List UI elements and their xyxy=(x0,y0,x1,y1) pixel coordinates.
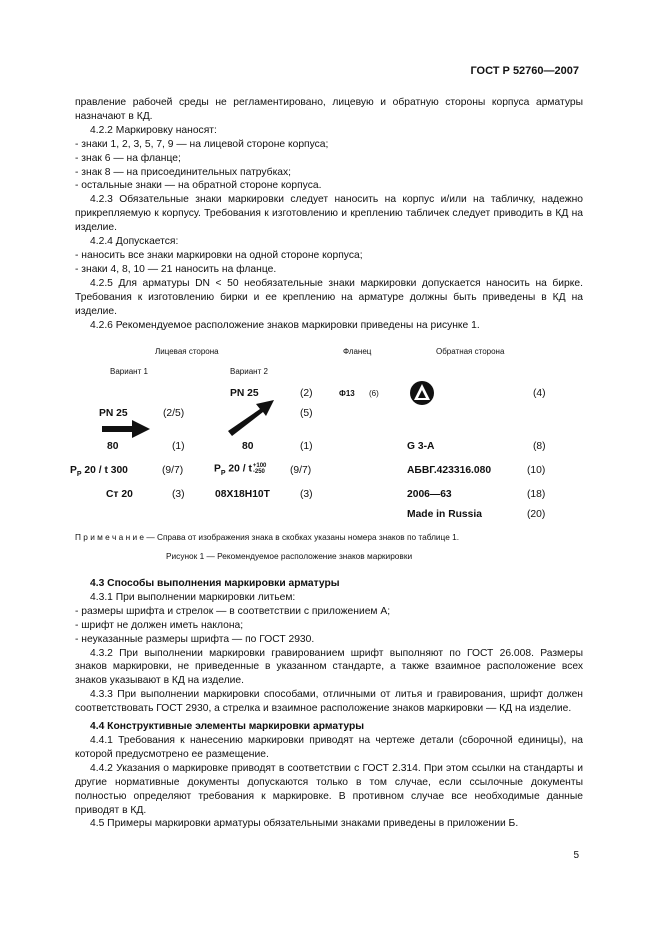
back-row-designation-number: (10) xyxy=(527,465,546,476)
v1-pn: PN 25 xyxy=(99,408,128,419)
manufacturer-logo-icon xyxy=(409,380,435,406)
v1-pressure-temp: $P_P$ 20 / t 300 xyxy=(70,465,128,479)
variant-1-label: Вариант 1 xyxy=(110,367,148,376)
variant-2-label: Вариант 2 xyxy=(230,367,268,376)
paragraph-4-2-3: 4.2.3 Обязательные знаки маркировки следует наносить на корпус и/или на табличку, надежно прикрепляемую к корпусу. Требования к изготовлению и креплению табличек следует приводить в КД на изделие. xyxy=(75,194,583,234)
v2-pn-number: (2) xyxy=(300,388,313,399)
figure-note: П р и м е ч а н и е — Справа от изображения знака в скобках указаны номера знаков по таблице 1. xyxy=(75,532,460,542)
back-row-date: 2006—63 xyxy=(407,489,452,500)
list-item: - знак 8 — на присоединительных патрубках; xyxy=(75,166,292,178)
flange-label: Фланец xyxy=(343,347,372,356)
body-text-top xyxy=(75,96,583,332)
list-item: - размеры шрифта и стрелок — в соответствии с приложением А; xyxy=(75,605,391,617)
back-row-thread-number: (8) xyxy=(533,441,546,452)
v2-dn: 80 xyxy=(242,441,254,452)
list-item: - остальные знаки — на обратной стороне корпуса. xyxy=(75,180,322,192)
section-heading-4-3: 4.3 Способы выполнения маркировки арматуры xyxy=(90,578,340,589)
flange-mark-number: (6) xyxy=(369,389,379,398)
list-item: - наносить все знаки маркировки на одной стороне корпуса; xyxy=(75,249,363,261)
paragraph-4-2-5: 4.2.5 Для арматуры DN < 50 необязательные знаки маркировки допускается наносить на бирке. Требования к изготовлению бирки и ее креплению на арматуре должны быть приведены в КД на изделие. xyxy=(75,277,583,317)
paragraph-4-5: 4.5 Примеры маркировки арматуры обязательными знаками приведены в приложении Б. xyxy=(90,818,519,830)
v2-pressure-temp-number: (9/7) xyxy=(290,465,312,476)
paragraph-4-2-4: 4.2.4 Допускается: xyxy=(90,236,179,248)
v2-material-number: (3) xyxy=(300,489,313,500)
paragraph-continuation: правление рабочей среды не регламентировано, лицевую и обратную стороны корпуса арматуры назначают в КД. xyxy=(75,97,583,122)
v1-material-number: (3) xyxy=(172,489,185,500)
flow-arrow-diagonal-icon xyxy=(228,400,274,436)
back-row-origin-number: (20) xyxy=(527,509,546,520)
document-code: ГОСТ Р 52760—2007 xyxy=(470,65,579,77)
figure-caption: Рисунок 1 — Рекомендуемое расположение знаков маркировки xyxy=(166,551,413,561)
v2-pressure-temp: $P_P$ 20 / t+100 -250 xyxy=(214,463,267,477)
flow-arrow-right-icon xyxy=(102,420,150,438)
back-row-origin: Made in Russia xyxy=(407,509,482,520)
back-side-label: Обратная сторона xyxy=(436,347,505,356)
v2-material: 08Х18Н10Т xyxy=(215,489,270,500)
list-item: - знаки 4, 8, 10 — 21 наносить на фланце. xyxy=(75,263,277,275)
paragraph-4-3-2: 4.3.2 При выполнении маркировки гравированием шрифт выполняют по ГОСТ 26.008. Размеры знаков маркировки, не приведенные в указанном стандарте, а также взаимное расположение всех знаков указывают в КД на изделие. xyxy=(75,647,583,687)
v2-dn-number: (1) xyxy=(300,441,313,452)
v2-pn: PN 25 xyxy=(230,388,259,399)
paragraph-4-3-1: 4.3.1 При выполнении маркировки литьем: xyxy=(90,591,296,603)
logo-number: (4) xyxy=(533,388,546,399)
back-row-date-number: (18) xyxy=(527,489,546,500)
section-heading-4-4: 4.4 Конструктивные элементы маркировки арматуры xyxy=(90,721,365,733)
paragraph-4-2-2: 4.2.2 Маркировку наносят: xyxy=(90,124,217,136)
paragraph-4-4-2: 4.4.2 Указания о маркировке приводят в соответствии с ГОСТ 2.314. При этом ссылки на стандарты и другие нормативные документы допускаются только в том случае, если ссылочные документы полностью определяют требования к маркировке. В противном случае все необходимые данные приводят в КД. xyxy=(75,762,583,816)
v1-pn-number: (2/5) xyxy=(163,408,185,419)
list-item: - шрифт не должен иметь наклона; xyxy=(75,619,244,631)
page-number: 5 xyxy=(573,850,579,861)
back-row-thread: G 3-A xyxy=(407,441,435,452)
v1-dn: 80 xyxy=(107,441,119,452)
body-text-bottom xyxy=(75,577,583,831)
paragraph-4-3-3: 4.3.3 При выполнении маркировки способами, отличными от литья и гравирования, шрифт должен соответствовать ГОСТ 2930, а стрелка и взаимное расположение знаков маркировки — КД на изделие. xyxy=(75,689,583,715)
v1-pressure-temp-number: (9/7) xyxy=(162,465,184,476)
list-item: - неуказанные размеры шрифта — по ГОСТ 2930. xyxy=(75,633,315,645)
v2-arrow-number: (5) xyxy=(300,408,313,419)
v1-dn-number: (1) xyxy=(172,441,185,452)
flange-mark: Ф13 xyxy=(339,389,355,398)
paragraph-4-4-1: 4.4.1 Требования к нанесению маркировки приводят на чертеже детали (сборочной единицы), на которой предусмотрено ее размещение. xyxy=(75,734,583,760)
v1-material: Ст 20 xyxy=(106,489,133,500)
back-row-designation: АБВГ.423316.080 xyxy=(407,465,492,476)
face-side-label: Лицевая сторона xyxy=(155,347,219,356)
list-item: - знак 6 — на фланце; xyxy=(75,152,181,164)
paragraph-4-2-6: 4.2.6 Рекомендуемое расположение знаков маркировки приведены на рисунке 1. xyxy=(90,319,480,331)
list-item: - знаки 1, 2, 3, 5, 7, 9 — на лицевой стороне корпуса; xyxy=(75,138,329,150)
